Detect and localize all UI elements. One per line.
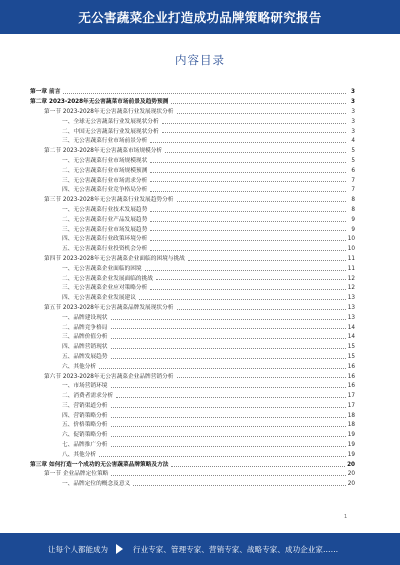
toc-dot-leader xyxy=(150,172,346,173)
toc-entry-page: 5 xyxy=(351,148,355,155)
toc-entry-page: 17 xyxy=(347,393,355,400)
toc-entry[interactable] xyxy=(30,184,355,194)
toc-dot-leader xyxy=(150,162,346,163)
footer-tagline: 行业专家、管理专家、营销专家、战略专家、成功企业家…… xyxy=(133,544,339,554)
toc-entry-label: 四、无公害蔬菜行业竞争格局分析 xyxy=(62,187,148,194)
toc-dot-leader xyxy=(111,319,346,320)
toc-entry-label: 第一章 前言 xyxy=(30,89,61,96)
toc-entry-page: 9 xyxy=(351,216,355,223)
toc-entry[interactable] xyxy=(30,194,355,204)
toc-dot-leader xyxy=(162,132,346,133)
toc-dot-leader xyxy=(177,201,347,202)
toc-dot-leader xyxy=(63,93,346,94)
toc-dot-leader xyxy=(150,230,346,231)
toc-entry[interactable] xyxy=(30,233,355,243)
toc-entry[interactable] xyxy=(30,341,355,351)
toc-entry-label: 一、无公害蔬菜行业市场规模现状 xyxy=(62,157,148,164)
toc-dot-leader xyxy=(111,358,346,359)
toc-entry[interactable] xyxy=(30,409,355,419)
toc-entry-label: 一、全球无公害蔬菜行业发展现状分析 xyxy=(62,118,159,125)
toc-entry-page: 10 xyxy=(347,236,355,243)
toc-entry[interactable] xyxy=(30,360,355,370)
toc-entry[interactable] xyxy=(30,292,355,302)
toc-dot-leader xyxy=(150,191,346,192)
toc-entry-page: 14 xyxy=(347,324,355,331)
toc-entry-label: 五、品牌发展趋势 xyxy=(62,353,108,360)
toc-entry-page: 13 xyxy=(347,295,355,302)
toc-entry[interactable] xyxy=(30,380,355,390)
toc-entry-page: 8 xyxy=(351,206,355,213)
toc-entry-page: 19 xyxy=(347,432,355,439)
toc-entry-page: 6 xyxy=(351,167,355,174)
toc-entry-label: 第四节 2023-2028年无公害蔬菜企业面临的困境与挑战 xyxy=(44,255,185,262)
toc-entry-page: 3 xyxy=(351,128,355,135)
toc-entry-label: 三、无公害蔬菜企业应对策略分析 xyxy=(62,285,148,292)
toc-entry-label: 第六节 2023-2028年无公害蔬菜企业品牌营销分析 xyxy=(44,373,174,380)
toc-entry[interactable] xyxy=(30,390,355,400)
toc-entry[interactable] xyxy=(30,115,355,125)
toc-entry-label: 三、品牌价值分析 xyxy=(62,334,108,341)
toc-entry-page: 7 xyxy=(351,177,355,184)
toc-entry-page: 5 xyxy=(351,157,355,164)
toc-entry[interactable] xyxy=(30,439,355,449)
toc-entry-label: 第二章 2023-2028年无公害蔬菜市场前景及趋势预测 xyxy=(30,99,169,106)
toc-entry-page: 4 xyxy=(351,138,355,145)
toc-entry-label: 三、无公害蔬菜行业市场需求分析 xyxy=(62,177,148,184)
toc-entry[interactable] xyxy=(30,311,355,321)
toc-dot-leader xyxy=(171,466,345,467)
toc-entry-label: 四、无公害蔬菜企业发展建议 xyxy=(62,295,136,302)
toc-entry-label: 六、促销策略分析 xyxy=(62,432,108,439)
toc-dot-leader xyxy=(177,309,346,310)
toc-entry-label: 六、其他分析 xyxy=(62,363,97,370)
toc-entry-label: 一、品牌建设现状 xyxy=(62,314,108,321)
toc-entry-page: 15 xyxy=(347,353,355,360)
arrow-right-icon xyxy=(116,544,123,554)
toc-entry[interactable] xyxy=(30,96,355,106)
toc-dot-leader xyxy=(111,436,346,437)
toc-entry-label: 七、品牌推广分析 xyxy=(62,442,108,449)
toc-entry-label: 二、中国无公害蔬菜行业发展现状分析 xyxy=(62,128,159,135)
toc-entry-label: 一、市场营销环境 xyxy=(62,383,108,390)
toc-dot-leader xyxy=(188,260,346,261)
toc-dot-leader xyxy=(150,181,346,182)
toc-entry[interactable] xyxy=(30,253,355,263)
toc-entry-label: 二、品牌竞争格局 xyxy=(62,324,108,331)
toc-dot-leader xyxy=(111,446,346,447)
toc-entry-label: 二、消费者需求分析 xyxy=(62,393,114,400)
toc-dot-leader xyxy=(165,152,346,153)
toc-entry-page: 18 xyxy=(347,422,355,429)
toc-dot-leader xyxy=(150,211,346,212)
toc-entry[interactable] xyxy=(30,272,355,282)
toc-entry-page: 12 xyxy=(347,285,355,292)
toc-entry-label: 一、无公害蔬菜行业技术发展趋势 xyxy=(62,206,148,213)
toc-entry[interactable] xyxy=(30,321,355,331)
toc-entry-label: 八、其他分析 xyxy=(62,451,97,458)
toc-entry-page: 19 xyxy=(347,442,355,449)
toc-entry[interactable] xyxy=(30,370,355,380)
toc-dot-leader xyxy=(116,397,346,398)
toc-dot-leader xyxy=(177,377,346,378)
toc-entry[interactable] xyxy=(30,125,355,135)
toc-dot-leader xyxy=(111,417,346,418)
toc-entry-page: 10 xyxy=(347,246,355,253)
toc-entry-label: 四、品牌营销现状 xyxy=(62,344,108,351)
toc-entry-label: 第一节 2023-2028年无公害蔬菜行业发展现状分析 xyxy=(44,108,174,115)
toc-entry-label: 第一节 企业品牌定位策略 xyxy=(44,471,109,478)
toc-entry[interactable] xyxy=(30,243,355,253)
toc-entry-page: 3 xyxy=(351,89,355,96)
report-header-banner xyxy=(0,0,400,34)
toc-entry[interactable] xyxy=(30,429,355,439)
toc-entry-label: 四、营销策略分析 xyxy=(62,412,108,419)
toc-dot-leader xyxy=(177,113,347,114)
toc-dot-leader xyxy=(133,485,346,486)
toc-entry[interactable] xyxy=(30,204,355,214)
toc-entry[interactable] xyxy=(30,351,355,361)
toc-entry-page: 16 xyxy=(347,363,355,370)
toc-entry[interactable] xyxy=(30,448,355,458)
toc-entry-label: 五、价格策略分析 xyxy=(62,422,108,429)
toc-entry-page: 20 xyxy=(347,471,355,478)
toc-dot-leader xyxy=(150,240,345,241)
toc-heading: 内容目录 xyxy=(175,53,225,67)
footer-slogan: 让每个人都能成为 xyxy=(48,544,108,554)
toc-entry[interactable] xyxy=(30,302,355,312)
toc-entry-page: 11 xyxy=(347,255,355,262)
toc-entry-page: 3 xyxy=(351,118,355,125)
toc-dot-leader xyxy=(111,348,346,349)
toc-entry[interactable] xyxy=(30,458,355,468)
toc-entry-page: 9 xyxy=(351,226,355,233)
toc-entry-label: 二、无公害蔬菜行业市场规模预测 xyxy=(62,167,148,174)
toc-dot-leader xyxy=(145,270,346,271)
toc-entry[interactable] xyxy=(30,223,355,233)
toc-entry-page: 3 xyxy=(351,99,355,106)
toc-entry-page: 7 xyxy=(351,187,355,194)
toc-entry-label: 三、营销渠道分析 xyxy=(62,402,108,409)
toc-entry-page: 14 xyxy=(347,334,355,341)
toc-dot-leader xyxy=(111,475,345,476)
toc-entry-page: 12 xyxy=(347,275,355,282)
toc-entry-label: 五、无公害蔬菜行业投资机会分析 xyxy=(62,246,148,253)
toc-entry[interactable] xyxy=(30,400,355,410)
toc-entry-page: 18 xyxy=(347,412,355,419)
toc-entry-page: 16 xyxy=(347,373,355,380)
toc-dot-leader xyxy=(111,407,346,408)
toc-dot-leader xyxy=(156,279,346,280)
toc-entry-page: 16 xyxy=(347,383,355,390)
toc-dot-leader xyxy=(150,289,345,290)
toc-entry-page: 15 xyxy=(347,344,355,351)
toc-entry-label: 三、无公害蔬菜行业市场发展趋势 xyxy=(62,226,148,233)
toc-entry-page: 13 xyxy=(347,314,355,321)
toc-entry-label: 第三章 如何打造一个成功的无公害蔬菜品牌策略及方法 xyxy=(30,461,169,468)
toc-entry[interactable] xyxy=(30,419,355,429)
toc-entry[interactable] xyxy=(30,135,355,145)
toc-dot-leader xyxy=(150,250,345,251)
toc-dot-leader xyxy=(99,456,346,457)
toc-entry-label: 一、品牌定位的概念及意义 xyxy=(62,481,131,488)
toc-entry[interactable] xyxy=(30,468,355,478)
toc-dot-leader xyxy=(150,221,346,222)
toc-dot-leader xyxy=(111,426,346,427)
page-number: 1 xyxy=(344,514,348,520)
toc-entry[interactable] xyxy=(30,262,355,272)
toc-entry-label: 第二节 2023-2028年无公害蔬菜市场规模分析 xyxy=(44,148,163,155)
toc-entry[interactable] xyxy=(30,106,355,116)
toc-entry[interactable] xyxy=(30,164,355,174)
toc-entry-page: 17 xyxy=(347,402,355,409)
toc-entry-label: 第三节 2023-2028年无公害蔬菜行业发展趋势分析 xyxy=(44,197,174,204)
toc-entry[interactable] xyxy=(30,478,355,488)
toc-entry-label: 四、无公害蔬菜行业政策环境分析 xyxy=(62,236,148,243)
toc-entry-label: 一、无公害蔬菜企业面临的困境 xyxy=(62,265,142,272)
toc-entry[interactable] xyxy=(30,155,355,165)
toc-entry-page: 20 xyxy=(347,481,355,488)
toc-entry[interactable] xyxy=(30,174,355,184)
report-title: 无公害蔬菜企业打造成功品牌策略研究报告 xyxy=(78,10,322,25)
toc-entry[interactable] xyxy=(30,145,355,155)
toc-entry[interactable] xyxy=(30,331,355,341)
toc-dot-leader xyxy=(150,142,346,143)
toc-entry-page: 11 xyxy=(347,265,355,272)
toc-entry-page: 13 xyxy=(347,304,355,311)
toc-entry-page: 8 xyxy=(351,197,355,204)
toc-entry-page: 19 xyxy=(347,451,355,458)
toc-entry[interactable] xyxy=(30,86,355,96)
toc-dot-leader xyxy=(111,328,346,329)
toc-dot-leader xyxy=(111,387,346,388)
toc-entry-label: 三、无公害蔬菜行业市场前景分析 xyxy=(62,138,148,145)
footer-banner xyxy=(0,533,400,565)
toc-entry[interactable] xyxy=(30,282,355,292)
toc-entry-label: 二、无公害蔬菜行业产品发展趋势 xyxy=(62,216,148,223)
toc-entry[interactable] xyxy=(30,213,355,223)
toc-dot-leader xyxy=(139,299,346,300)
toc-dot-leader xyxy=(111,338,346,339)
toc-dot-leader xyxy=(171,103,346,104)
table-of-contents xyxy=(30,86,355,488)
toc-entry-page: 3 xyxy=(351,108,355,115)
toc-dot-leader xyxy=(99,368,346,369)
toc-entry-label: 二、无公害蔬菜企业发展面临的挑战 xyxy=(62,275,153,282)
toc-entry-page: 20 xyxy=(347,461,355,468)
toc-entry-label: 第五节 2023-2028年无公害蔬菜品牌发展现状分析 xyxy=(44,304,174,311)
toc-dot-leader xyxy=(162,123,346,124)
